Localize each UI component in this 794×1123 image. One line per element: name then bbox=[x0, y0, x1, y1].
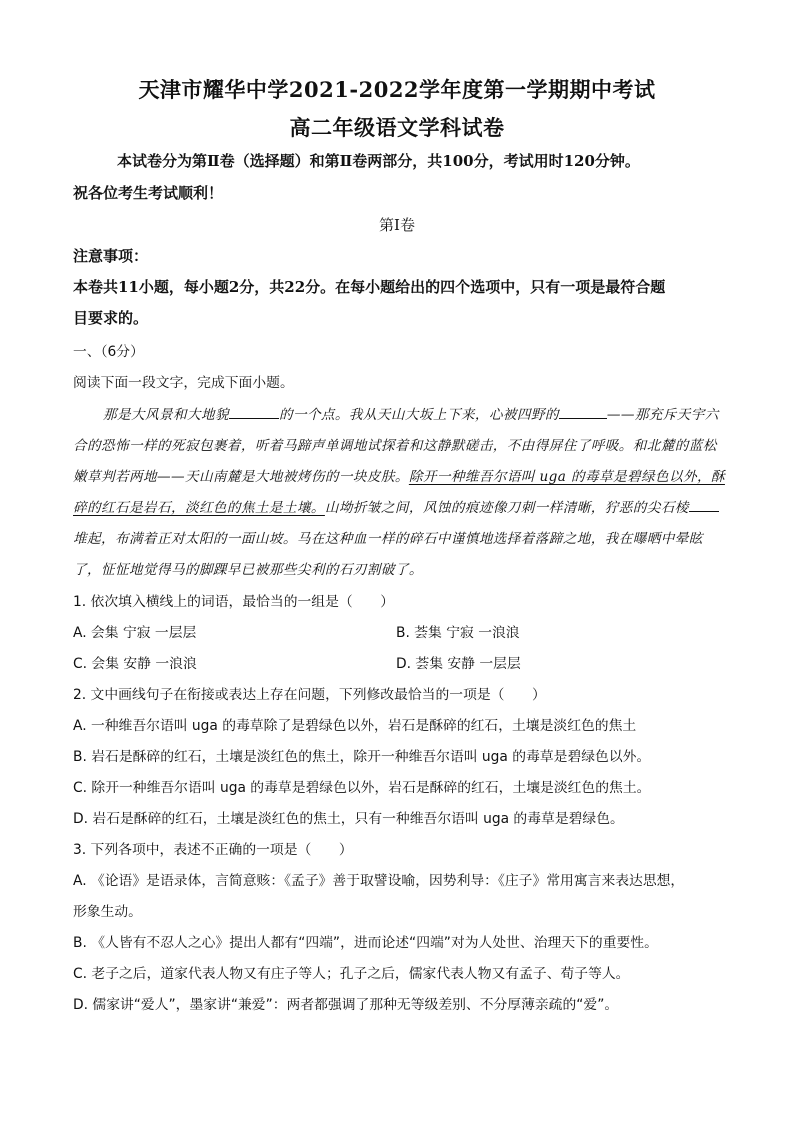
fill-blank bbox=[559, 406, 607, 419]
question-3-stem: 3. 下列各项中，表述不正确的一项是（ ） bbox=[73, 842, 353, 858]
notice-label: 注意事项： bbox=[73, 247, 149, 265]
question-2-stem: 2. 文中画线句子在衔接或表达上存在问题，下列修改最恰当的一项是（ ） bbox=[73, 687, 546, 703]
option-b: B. 《人皆有不忍人之心》提出人都有“四端”，进而论述“四端”对为人处世、治理天下的重要性。 bbox=[73, 935, 658, 951]
fill-blank bbox=[689, 499, 719, 512]
exam-intro: 本试卷分为第Ⅱ卷（选择题）和第Ⅱ卷两部分，共100分，考试用时120分钟。 bbox=[117, 152, 640, 170]
part-heading: 一、（6分） bbox=[73, 344, 144, 360]
passage-line-5: 堆起，布满着正对太阳的一面山坡。马在这种血一样的碎石中谨慎地选择着落蹄之地，我在曝晒中晕眩 bbox=[73, 531, 703, 547]
option-d: D. 荟集 安静 一层层 bbox=[396, 656, 521, 672]
exam-subtitle: 高二年级语文学科试卷 bbox=[289, 115, 505, 140]
volume-heading: 第Ⅰ卷 bbox=[379, 216, 415, 234]
underlined-sentence: 碎的红石是岩石，淡红色的焦土是土壤。 bbox=[73, 500, 325, 516]
option-c: C. 除开一种维吾尔语叫 uga 的毒草是碧绿色以外，岩石是酥碎的红石，土壤是淡红色的焦土。 bbox=[73, 780, 651, 796]
reading-instruction: 阅读下面一段文字，完成下面小题。 bbox=[73, 375, 294, 391]
passage-line-3 bbox=[73, 465, 723, 485]
good-luck-wish: 祝各位考生考试顺利！ bbox=[73, 184, 224, 202]
option-c: C. 会集 安静 一浪浪 bbox=[73, 656, 197, 672]
option-a: A. 《论语》是语录体，言简意赅：《孟子》善于取譬设喻，因势利导：《庄子》常用寓言来表达思想， bbox=[73, 873, 685, 889]
passage-text: 的一个点。我从天山大坂上下来，心被四野的 bbox=[278, 407, 559, 423]
passage-line-2: 合的恐怖一样的死寂包裹着，听着马蹄声单调地试探着和这静默磋击，不由得屏住了呼吸。和北麓的蓝松 bbox=[73, 438, 717, 454]
passage-line-6: 了，怔怔地觉得马的脚踝早已被那些尖利的石刃割破了。 bbox=[73, 562, 423, 578]
exam-title: 天津市耀华中学2021-2022学年度第一学期期中考试 bbox=[138, 77, 656, 102]
question-1-stem: 1. 依次填入横线上的词语，最恰当的一组是（ ） bbox=[73, 594, 395, 610]
fill-blank bbox=[229, 406, 279, 419]
underlined-sentence: 除开一种维吾尔语叫 uga 的毒草是碧绿色以外，酥 bbox=[408, 469, 725, 485]
passage-text: 嫩草判若两地——天山南麓是大地被烤伤的一块皮肤。 bbox=[73, 469, 409, 485]
option-a-continued: 形象生动。 bbox=[73, 904, 142, 920]
passage-line-1 bbox=[103, 403, 723, 423]
option-a: A. 一种维吾尔语叫 uga 的毒草除了是碧绿色以外，岩石是酥碎的红石，土壤是淡红色的焦土 bbox=[73, 718, 637, 734]
option-d: D. 岩石是酥碎的红石，土壤是淡红色的焦土，只有一种维吾尔语叫 uga 的毒草是碧绿色。 bbox=[73, 811, 624, 827]
passage-line-4 bbox=[73, 496, 723, 516]
passage-text: ——那充斥天宇六 bbox=[606, 407, 719, 423]
option-d: D. 儒家讲“爱人”，墨家讲“兼爱”：两者都强调了那种无等级差别、不分厚薄亲疏的“爱”。 bbox=[73, 997, 619, 1013]
notice-line-1: 本卷共11小题，每小题2分，共22分。在每小题给出的四个选项中，只有一项是最符合题 bbox=[73, 278, 666, 296]
passage-text: 那是大风景和大地貌 bbox=[103, 407, 229, 423]
option-c: C. 老子之后，道家代表人物又有庄子等人；孔子之后，儒家代表人物又有孟子、荀子等人。 bbox=[73, 966, 630, 982]
passage-text: 山坳折皱之间，风蚀的痕迹像刀刺一样清晰，狞恶的尖石棱 bbox=[324, 500, 689, 516]
option-a: A. 会集 宁寂 一层层 bbox=[73, 625, 197, 641]
option-b: B. 荟集 宁寂 一浪浪 bbox=[396, 625, 520, 641]
notice-line-2: 目要求的。 bbox=[73, 309, 149, 327]
option-b: B. 岩石是酥碎的红石，土壤是淡红色的焦土，除开一种维吾尔语叫 uga 的毒草是碧绿色以外。 bbox=[73, 749, 651, 765]
